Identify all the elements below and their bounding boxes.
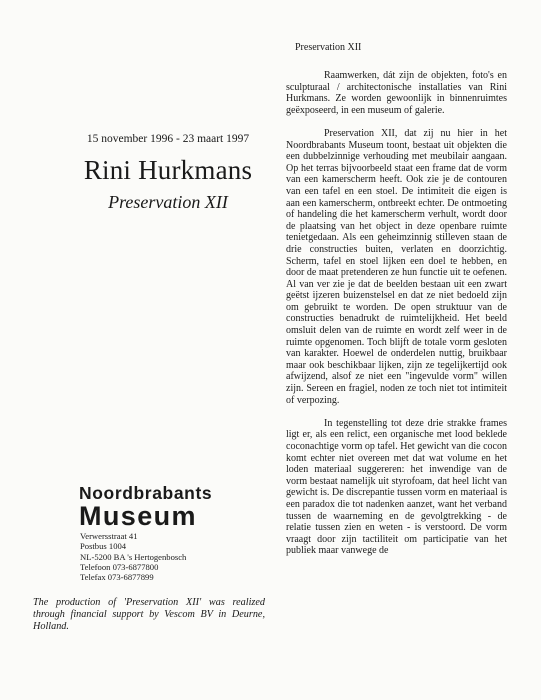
artist-name: Rini Hurkmans	[83, 155, 253, 185]
paragraph: Preservation XII, dat zij nu hier in het Noordbrabants Museum toont, bestaat uit objekten die een dubbelzinnige verhouding met meubilair aangaan. Op het terras bijvoorbeeld staat een frame dat de vorm van een kamerscherm heeft. Ook zie je de contouren van een tafel en een stoel. De intimiteit die eigen is aan een kamerscherm, ontbreekt echter. De ontmoeting of handeling die het kamerscherm verhult, wordt door de plaatsing van het object in deze openbare ruimte tenietgedaan. Als een geheimzinnig stilleven staan de drie constructies buiten, verlaten en doorzichtig. Scherm, tafel en stoel lijken een doel te hebben, en door de maat pretenderen ze hun functie uit te oefenen. Al van ver zie je dat de beelden bestaan uit een zwart geëtst ijzeren buizenstelsel en dat ze niet bedoeld zijn om gebruikt te worden. De open struktuur van de constructies benadrukt de ruimtelijkheid. Het beeld omsluit delen van de ruimte en wordt zelf weer in de ruimte opgenomen. Toch blijft de totale vorm gesloten van karakter. Hoewel de onderdelen nuttig, bruikbaar maar ook beschikbaar lijken, zijn ze tegelijkertijd ook afwijzend, alsof ze niet een "ingevulde vorm" willen zijn. Sereen en fragiel, noden ze toch niet tot intimiteit of verpozing.	[286, 127, 507, 406]
museum-logo-line2: Museum	[79, 501, 197, 531]
address-postbox: Postbus 1004	[80, 541, 127, 552]
production-credit: The production of 'Preservation XII' was realized through financial support by Vescom BV in Deurne, Holland.	[33, 597, 265, 632]
address-phone: Telefoon 073-6877800	[80, 561, 159, 572]
running-head: Preservation XII	[295, 42, 362, 53]
address-street: Verwersstraat 41	[80, 531, 138, 541]
address-city: NL-5200 BA 's Hertogenbosch	[80, 551, 187, 562]
paragraph: In tegenstelling tot deze drie strakke frames ligt er, als een relict, een organische met lood beklede coconachtige vorm op tafel. Het gewicht van die cocon komt echter niet overeen met dat wat volume en het loden materiaal suggereren: het inwendige van de vorm bestaat namelijk uit styrofoam, dat heel licht van gewicht is. De discrepantie tussen vorm en materiaal is een paradox die tot nadenken aanzet, want het verband tussen de waarneming en de gevolgtrekking - de relatie tussen zien en weten - is verstoord. De vorm vraagt door zijn tactiliteit om participatie van het publiek maar vanwege de	[286, 417, 507, 557]
body-text	[286, 70, 507, 557]
exhibition-dates: 15 november 1996 - 23 maart 1997	[86, 133, 250, 145]
paragraph: Raamwerken, dát zijn de objekten, foto's en sculpturaal / architectonische installaties van Rini Hurkmans. Ze worden gewoonlijk in binnenruimtes geëxposeerd, in een museum of galerie.	[286, 70, 507, 116]
museum-logo-line1: Noordbrabants	[79, 483, 213, 503]
exhibition-title: Preservation XII	[108, 192, 228, 212]
address-fax: Telefax 073-6877899	[80, 572, 154, 583]
museum-address	[80, 531, 186, 582]
